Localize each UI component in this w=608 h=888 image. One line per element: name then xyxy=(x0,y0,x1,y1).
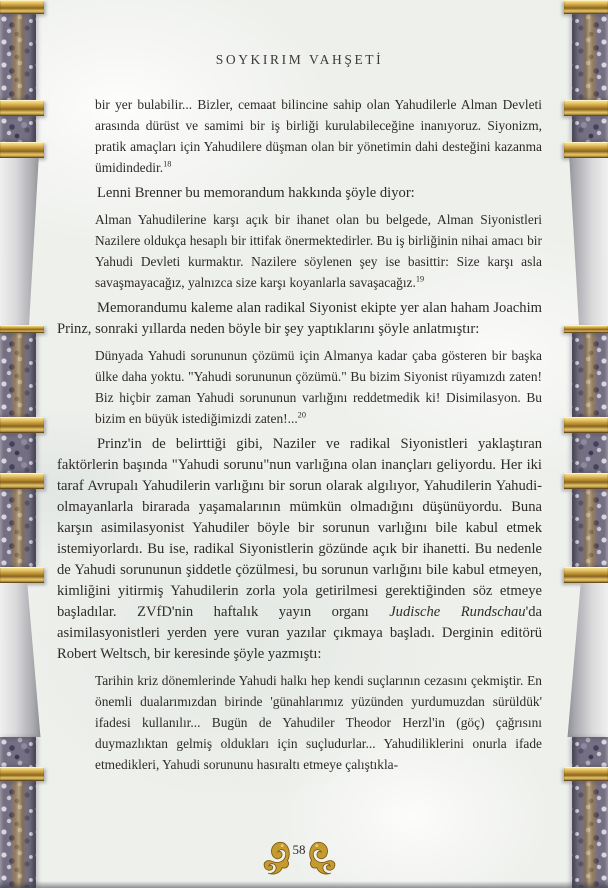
marble-shaft xyxy=(0,158,44,325)
gold-band xyxy=(564,100,608,116)
gold-band xyxy=(0,417,44,433)
marble-shaft xyxy=(564,583,608,737)
gold-band xyxy=(564,325,608,333)
granite-segment xyxy=(572,489,608,567)
granite-segment xyxy=(0,333,36,417)
gold-band xyxy=(564,473,608,489)
flourish-right-icon xyxy=(308,840,338,876)
gold-band xyxy=(0,473,44,489)
left-border-ornament xyxy=(0,0,44,888)
paragraph: Memorandumu kaleme alan radikal Siyonist ekipte yer alan haham Joachim Prinz, sonraki yıllarda neden böyle bir şey yaptıklarını şöyle anlatmıştır: xyxy=(57,300,542,337)
gold-band xyxy=(0,0,44,14)
gold-band xyxy=(0,100,44,116)
block-quote: Tarihin kriz dönemlerinde Yahudi halkı hep kendi suçlarının cezasını çekmiştir. En önemli dualarımızdan birinde 'günahlarımız yüzünden yurdumuzdan sürüldük' ifadesi kullanılır... Bugün de Yahudiler Theodor Herzl'in (göç) çağrısını duymazlıktan gelmiş oldukları için suçludurlar... Yahudiliklerini onurla ifade etmedikleri, Yahudi sorununu hasıraltı etmeye çalıştıkla- xyxy=(95,673,542,772)
granite-segment xyxy=(572,116,608,142)
paragraph: Prinz'in de belirttiği gibi, Naziler ve radikal Siyonistleri yaklaştıran faktörlerin başında "Yahudi sorunu"nun varlığına olan inançları geliyordu. Her iki taraf Avrupalı Yahudilerin varlığını bir sorun olarak algılıyor, Yahudilerin Yahudi-olmayanlarla birarada yaşamalarının mümkün olmadığını düşünüyordu. Buna karşın asimilasyonist Yahudiler böyle bir sorunun varlığını bile kabul etmek istemiyorlardı. Bu ise, radikal Siyonistlerin gözünde açık bir ihanetti. Bu nedenle de Yahudi sorununun şiddetle çözülmesi, bu sorunun varlığını bile kabul etmeyen, kimliğini yitirmiş Yahudilerin zorla yola getirilmesi gerektiğinden söz etmeye başladılar. ZVfD'nin haftalık yayın organı Judische Rundschau'da asimilasyonistleri yerden yere vuran yazılar çıkmaya başladı. Derginin editörü Robert Weltsch, bir keresinde şöyle yazmıştı: xyxy=(57,436,542,662)
gold-band xyxy=(564,142,608,158)
granite-segment xyxy=(0,116,36,142)
page-title: SOYKIRIM VAHŞETİ xyxy=(215,52,384,67)
flourish-left-icon xyxy=(261,840,291,876)
page-content xyxy=(57,52,542,780)
granite-segment xyxy=(0,781,36,888)
gold-band xyxy=(0,767,44,781)
granite-segment xyxy=(572,433,608,473)
granite-segment xyxy=(572,737,608,767)
granite-segment xyxy=(0,14,36,100)
granite-segment xyxy=(0,433,36,473)
paragraph: Lenni Brenner bu memorandum hakkında şöyle diyor: xyxy=(97,185,415,201)
granite-segment xyxy=(572,14,608,100)
granite-segment xyxy=(572,781,608,888)
footnote-ref: 18 xyxy=(163,159,172,169)
flourish-dot xyxy=(280,844,283,847)
gold-band xyxy=(564,417,608,433)
footnote-ref: 19 xyxy=(415,274,425,284)
page-number: 58 xyxy=(292,842,306,857)
block-quote: Alman Yahudilerine karşı açık bir ihanet olan bu belgede, Alman Siyonistleri Nazilere oldukça hesaplı bir ittifak önermektedirler. Bu iş birliğinin nihai amacı bir Yahudi Devleti kurmaktır. Nazilere söylenen şey ise basittir: Size karşı asla savaşmayacağız, yalnızca size karşı koyanlarla savaşacağız.$^{19}$ xyxy=(95,212,542,290)
block-quote: Dünyada Yahudi sorununun çözümü için Almanya kadar çaba gösteren bir başka ülke daha yoktu. "Yahudi sorununun çözümü." Bu bizim Siyonist rüyamızdı zaten! Biz hiçbir zaman Yahudi sorununun varlığını reddetmedik ki! Disimilasyon. Bu bizim en büyük istediğimizdi zaten!...$^{20}$ xyxy=(95,348,542,426)
granite-segment xyxy=(0,489,36,567)
gold-band xyxy=(564,767,608,781)
right-border-ornament xyxy=(564,0,608,888)
page-footer xyxy=(0,840,598,876)
granite-segment xyxy=(0,737,36,767)
marble-shaft xyxy=(564,158,608,325)
footnote-ref: 20 xyxy=(297,410,306,420)
page-bottom-shadow xyxy=(0,881,608,888)
text-blocks xyxy=(57,94,542,775)
marble-shaft xyxy=(0,583,44,737)
granite-segment xyxy=(572,333,608,417)
gold-band xyxy=(564,567,608,583)
gold-band xyxy=(0,567,44,583)
gold-band xyxy=(0,325,44,333)
block-quote: bir yer bulabilir... Bizler, cemaat bilincine sahip olan Yahudilerle Alman Devleti arasında dürüst ve samimi bir iş birliği kurulabileceğine inanıyoruz. Siyonizm, pratik amaçları için Yahudilere düşman olan bir yönetimin dahi desteğini kazanma ümidindedir.$^{18}$ xyxy=(95,97,542,175)
gold-band xyxy=(0,142,44,158)
gold-band xyxy=(564,0,608,14)
